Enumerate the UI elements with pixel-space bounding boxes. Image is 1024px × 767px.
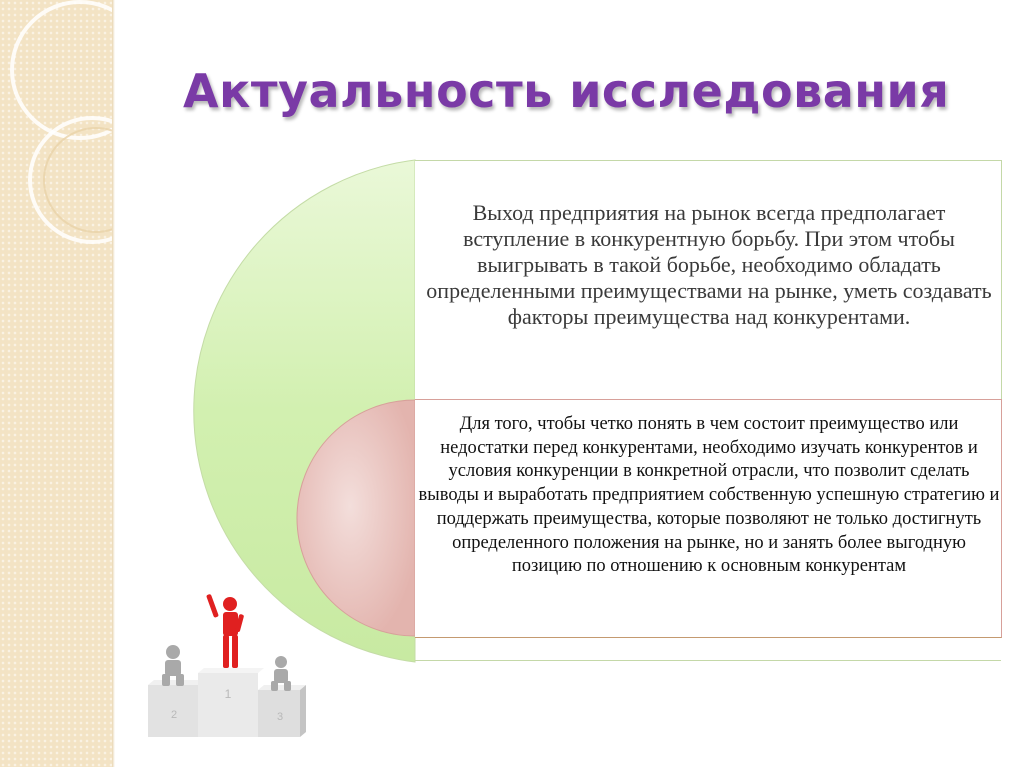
outer-box-bottom-edge [415, 660, 1001, 661]
podium-label-third: 3 [276, 711, 284, 723]
bottom-text-block: Для того, чтобы четко понять в чем состоит преимущество или недостатки перед конкурентами, необходимо изучать конкурентов и условия конкуренции в конкретной отрасли, что позволит сделать выводы и выработать предприятием собственную успешную стратегию и поддержать преимущества, которые позволяют не только достигнуть определенного положения на рынке, но и занять более выгодную позицию по отношению к основным конкурентам [418, 414, 1000, 577]
slide-title: Актуальность исследования [183, 64, 950, 118]
second-place-figure-icon [162, 645, 184, 686]
podium-illustration [140, 590, 310, 740]
podium-label-second: 2 [170, 709, 178, 721]
top-text-block: Выход предприятия на рынок всегда предполагает вступление в конкурентную борьбу. При этом чтобы выигрывать в такой борьбе, необходимо обладать определенными преимуществами на рынке, уметь создавать факторы преимущества над конкурентами. [426, 200, 992, 329]
podium-label-first: 1 [224, 687, 232, 701]
winner-figure-icon [206, 594, 244, 668]
